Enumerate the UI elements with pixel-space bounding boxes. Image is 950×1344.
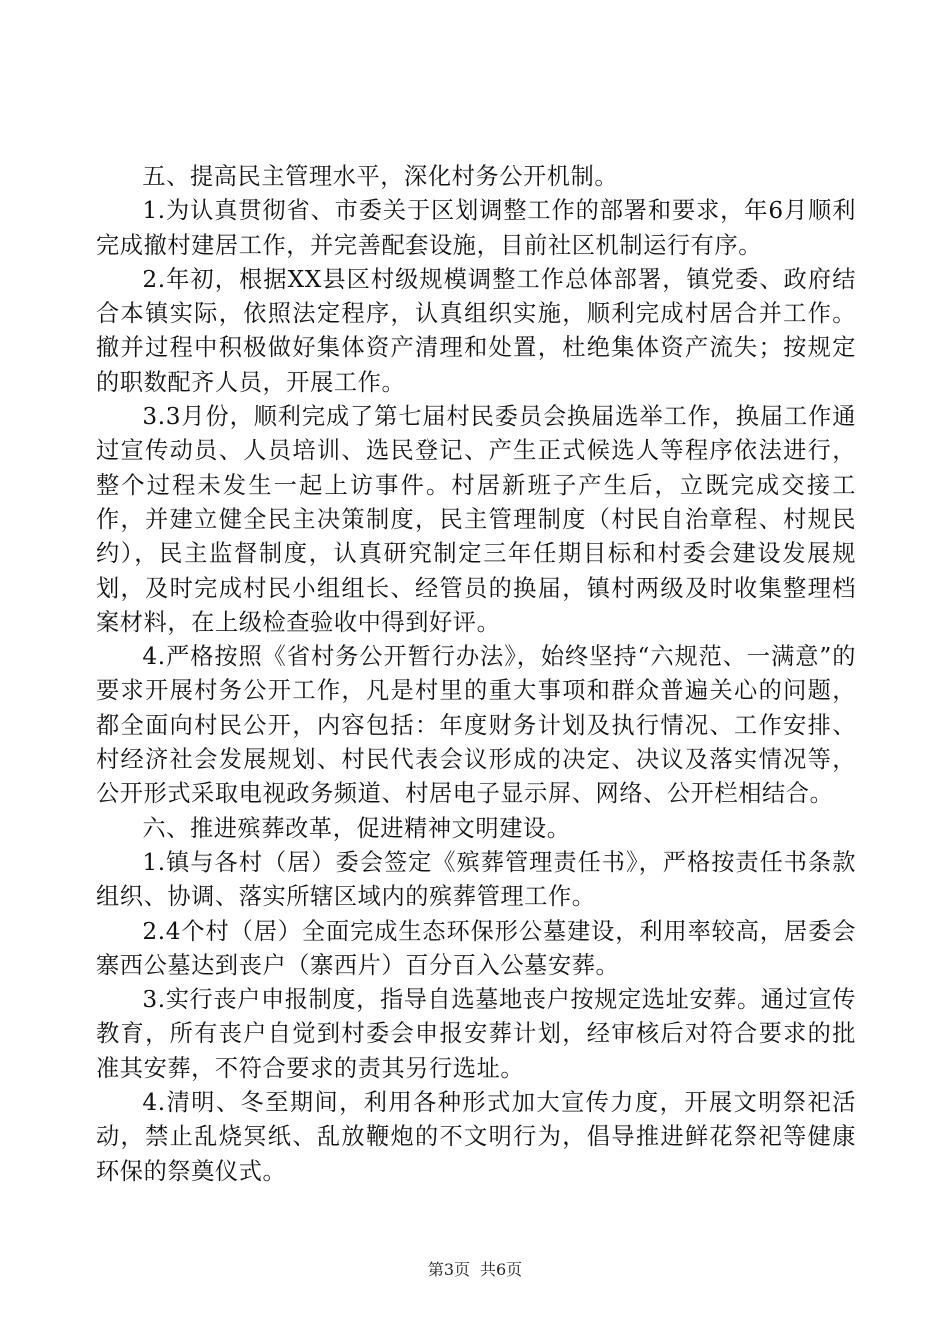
paragraph-5-4: 4.严格按照《省村务公开暂行办法》，始终坚持“六规范、一满意”的要求开展村务公开工作，凡是村里的重大事项和群众普遍关心的问题，都全面向村民公开，内容包括：年度财务计划及执行情况、工作安排、村经济社会发展规划、村民代表会议形成的决定、决议及落实情况等，公开形式采取电视政务频道、村居电子显示屏、网络、公开栏相结合。 (96, 643, 856, 808)
paragraph-5-2: 2.年初，根据XX县区村级规模调整工作总体部署，镇党委、政府结合本镇实际，依照法定程序，认真组织实施，顺利完成村居合并工作。撤并过程中积极做好集体资产清理和处置，杜绝集体资产流失；按规定的职数配齐人员，开展工作。 (96, 265, 856, 396)
paragraph-6-4: 4.清明、冬至期间，利用各种形式加大宣传力度，开展文明祭祀活动，禁止乱烧冥纸、乱放鞭炮的不文明行为，倡导推进鲜花祭祀等健康环保的祭奠仪式。 (96, 1089, 856, 1185)
page-footer (0, 1260, 950, 1280)
paragraph-6-2: 2.4个村（居）全面完成生态环保形公墓建设，利用率较高，居委会寨西公墓达到丧户（寨西片）百分百入公墓安葬。 (96, 917, 856, 979)
paragraph-6-1: 1.镇与各村（居）委会签定《殡葬管理责任书》，严格按责任书条款组织、协调、落实所辖区域内的殡葬管理工作。 (96, 848, 856, 911)
paragraph-5-1: 1.为认真贯彻省、市委关于区划调整工作的部署和要求，年6月顺利完成撤村建居工作，并完善配套设施，目前社区机制运行有序。 (96, 197, 856, 259)
document-body (96, 160, 856, 1189)
section-heading-5: 五、提高民主管理水平，深化村务公开机制。 (142, 163, 619, 190)
paragraph-6-3: 3.实行丧户申报制度，指导自选墓地丧户按规定选址安葬。通过宣传教育，所有丧户自觉到村委会申报安葬计划，经审核后对符合要求的批准其安葬，不符合要求的责其另行选址。 (96, 986, 856, 1082)
paragraph-5-3: 3.3月份，顺利完成了第七届村民委员会换届选举工作，换届工作通过宣传动员、人员培训、选民登记、产生正式候选人等程序依法进行，整个过程未发生一起上访事件。村居新班子产生后，立既完成交接工作，并建立健全民主决策制度，民主管理制度（村民自治章程、村规民约），民主监督制度，认真研究制定三年任期目标和村委会建设发展规划，及时完成村民小组组长、经管员的换届，镇村两级及时收集整理档案材料，在上级检查验收中得到好评。 (96, 403, 856, 636)
section-heading-6: 六、推进殡葬改革，促进精神文明建设。 (142, 814, 571, 842)
page-number: 第3页 (427, 1260, 470, 1279)
page-total: 共6页 (480, 1260, 523, 1279)
